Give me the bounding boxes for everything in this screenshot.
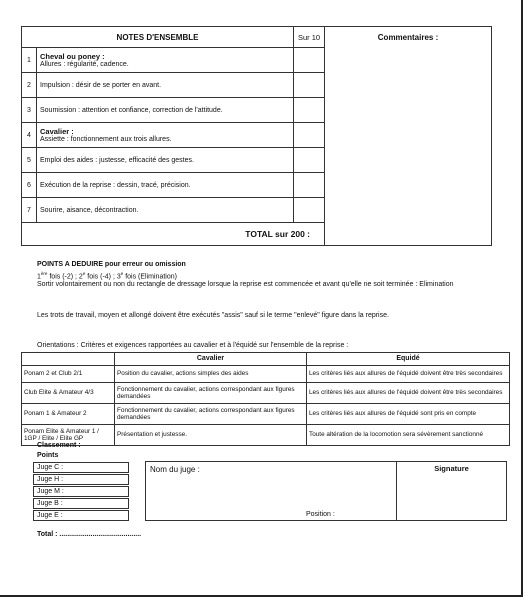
orientations-table [21, 352, 510, 446]
row-text: Sourire, aisance, décontraction. [40, 206, 139, 214]
row-criteria [37, 73, 294, 98]
row-text: Exécution de la reprise : dessin, tracé, précision. [40, 181, 191, 189]
row-text: Emploi des aides : justesse, efficacité des gestes. [40, 156, 194, 164]
deductions-sup: e [120, 271, 124, 276]
row-criteria [37, 173, 294, 198]
cavalier-cell: Fonctionnement du cavalier, actions correspondant aux figures demandées [115, 383, 307, 404]
row-criteria [37, 198, 294, 223]
score-cell[interactable] [294, 48, 325, 73]
row-criteria [37, 98, 294, 123]
deductions-part: fois (-4) ; 3 [85, 273, 121, 281]
trots-note: Les trots de travail, moyen et allongé doivent être exécutés "assis" sauf si le terme "enlevé" figure dans la reprise. [37, 312, 389, 319]
score-cell[interactable] [294, 198, 325, 223]
equide-cell: Les critères liés aux allures de l'équidé doivent être très secondaires [307, 383, 510, 404]
row-criteria [37, 123, 294, 148]
deductions-sup: ère [40, 271, 48, 276]
orient-row [22, 366, 510, 383]
deductions-part: fois (Elimination) [123, 273, 177, 281]
deductions-line-1 [37, 271, 177, 280]
equide-cell: Toute altération de la locomotion sera sévèrement sanctionné [307, 425, 510, 446]
score-cell[interactable] [294, 123, 325, 148]
deductions-sup: e [82, 271, 86, 276]
cavalier-header: Cavalier [115, 353, 307, 366]
equide-header: Equidé [307, 353, 510, 366]
row-number: 2 [22, 73, 37, 98]
total-line: Total : .......................................... [37, 531, 142, 538]
row-criteria [37, 148, 294, 173]
row-text: Assiette : fonctionnement aux trois allures. [40, 136, 172, 143]
level-cell: Ponam 2 et Club 2/1 [22, 366, 115, 383]
score-cell[interactable] [294, 98, 325, 123]
score-cell[interactable] [294, 173, 325, 198]
judge-e-field[interactable]: Juge E : [33, 510, 129, 521]
orient-row [22, 425, 510, 446]
signature-box[interactable] [396, 461, 507, 521]
row-number: 4 [22, 123, 37, 148]
row-text: Allures : régularité, cadence. [40, 61, 129, 68]
cavalier-cell: Présentation et justesse. [115, 425, 307, 446]
row-text: Impulsion : désir de se porter en avant. [40, 81, 162, 89]
judge-m-field[interactable]: Juge M : [33, 486, 129, 497]
level-cell: Ponam 1 & Amateur 2 [22, 404, 115, 425]
classement-title: Classement : [37, 442, 81, 449]
cavalier-cell: Fonctionnement du cavalier, actions correspondant aux figures demandées [115, 404, 307, 425]
judge-name-label: Nom du juge : [150, 465, 200, 474]
page-border-bottom [0, 595, 523, 597]
deductions-part: 1 [37, 273, 41, 281]
deductions-heading: POINTS A DEDUIRE pour erreur ou omission [37, 261, 186, 268]
orient-row [22, 383, 510, 404]
points-label: Points [37, 452, 59, 459]
judge-c-field[interactable]: Juge C : [33, 462, 129, 473]
judge-b-field[interactable]: Juge B : [33, 498, 129, 509]
row-number: 6 [22, 173, 37, 198]
comments-area[interactable] [325, 27, 492, 246]
level-cell: Club Elite & Amateur 4/3 [22, 383, 115, 404]
row-title: Cheval ou poney : [40, 52, 105, 61]
cavalier-cell: Position du cavalier, actions simples des aides [115, 366, 307, 383]
level-cell: Ponam Elite & Amateur 1 / 1GP / Elite / Elite GP [22, 425, 115, 446]
total-label: TOTAL sur 200 : [22, 223, 325, 246]
deductions-part: fois (-2) ; 2 [47, 273, 83, 281]
signature-label: Signature [434, 464, 469, 473]
position-label: Position : [306, 511, 335, 518]
orientations-intro: Orientations : Critères et exigences rapportées au cavalier et à l'équidé sur l'ensemble de la reprise : [37, 342, 349, 349]
row-text: Soumission : attention et confiance, correction de l'attitude. [40, 106, 223, 114]
page-border-right [521, 0, 523, 596]
row-number: 1 [22, 48, 37, 73]
comments-header: Commentaires : [377, 33, 439, 42]
row-title: Cavalier : [40, 127, 74, 136]
equide-cell: Les critères liés aux allures de l'équidé sont pris en compte [307, 404, 510, 425]
score-column-header: Sur 10 [294, 27, 325, 48]
row-number: 3 [22, 98, 37, 123]
orient-row [22, 404, 510, 425]
score-cell[interactable] [294, 148, 325, 173]
equide-cell: Les critères liés aux allures de l'équidé doivent être très secondaires [307, 366, 510, 383]
row-number: 7 [22, 198, 37, 223]
row-criteria [37, 48, 294, 73]
deductions-line-2: Sortir volontairement ou non du rectangle de dressage lorsque la reprise est commencée et avant qu'elle ne soit terminée : Elimination [37, 281, 454, 288]
judge-h-field[interactable]: Juge H : [33, 474, 129, 485]
notes-table [21, 26, 492, 246]
row-number: 5 [22, 148, 37, 173]
score-cell[interactable] [294, 73, 325, 98]
notes-title: NOTES D'ENSEMBLE [22, 27, 294, 48]
orient-empty-header [22, 353, 115, 366]
